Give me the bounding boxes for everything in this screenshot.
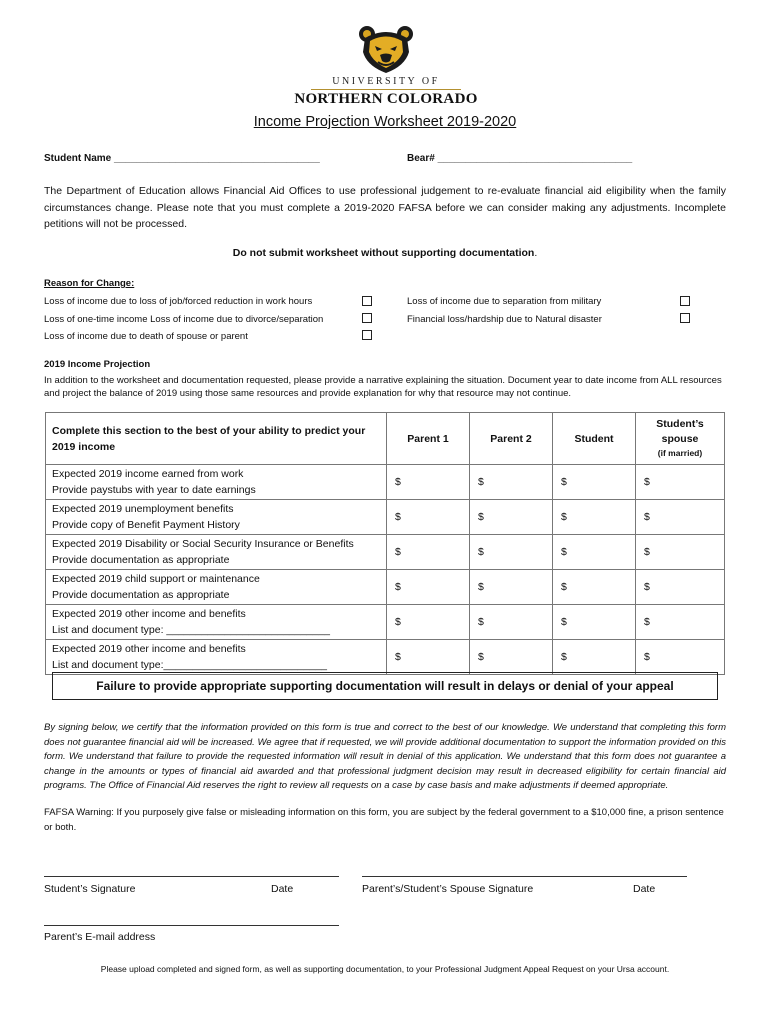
email-label: Parent’s E-mail address bbox=[44, 931, 156, 943]
income-table bbox=[45, 412, 725, 675]
amount-cell-student[interactable]: $ bbox=[553, 500, 636, 535]
bear-number-field[interactable]: Bear# ___________________________________ bbox=[407, 153, 633, 164]
amount-cell-student[interactable]: $ bbox=[553, 640, 636, 675]
reason-checkbox-job-loss[interactable] bbox=[362, 296, 372, 306]
amount-cell-spouse[interactable]: $ bbox=[636, 570, 725, 605]
amount-cell-parent2[interactable]: $ bbox=[470, 535, 553, 570]
row-line1: Expected 2019 child support or maintenance bbox=[52, 573, 260, 585]
table-row bbox=[46, 535, 725, 570]
row-label bbox=[46, 535, 387, 570]
table-row bbox=[46, 605, 725, 640]
amount-cell-spouse[interactable]: $ bbox=[636, 465, 725, 500]
amount-cell-parent2[interactable]: $ bbox=[470, 500, 553, 535]
amount-cell-parent1[interactable]: $ bbox=[387, 640, 470, 675]
fafsa-warning: FAFSA Warning: If you purposely give false or misleading information on this form, you are subject by the federal government to a $10,000 fine, a prison sentence or both. bbox=[44, 807, 724, 833]
row-label bbox=[46, 465, 387, 500]
row-line1: Expected 2019 unemployment benefits bbox=[52, 503, 234, 515]
row-line2: Provide copy of Benefit Payment History bbox=[52, 519, 240, 531]
amount-cell-spouse[interactable]: $ bbox=[636, 500, 725, 535]
parent-date-label: Date bbox=[633, 883, 656, 895]
email-line[interactable] bbox=[44, 925, 339, 926]
documentation-warning-box: Failure to provide appropriate supporting documentation will result in delays or denial of your appeal bbox=[52, 672, 718, 700]
amount-cell-parent2[interactable]: $ bbox=[470, 605, 553, 640]
intro-paragraph: The Department of Education allows Financial Aid Offices to use professional judgement to re-evaluate financial aid eligibility when the family circumstances change. Please note that you must complete a 2019-2020 FAFSA before we can consider making any adjustments. Incomplete petitions will not be processed. bbox=[44, 185, 726, 230]
projection-text: In addition to the worksheet and documentation requested, please provide a narrative explaining the situation. Document year to date income from ALL resources and project the balance of 2019 using those same resources and provide explanation for why that resource may not continue. bbox=[44, 375, 722, 399]
projection-heading: 2019 Income Projection bbox=[44, 359, 151, 370]
page-title: Income Projection Worksheet 2019-2020 bbox=[253, 114, 517, 130]
amount-cell-spouse[interactable]: $ bbox=[636, 605, 725, 640]
amount-cell-parent1[interactable]: $ bbox=[387, 535, 470, 570]
row-line1: Expected 2019 income earned from work bbox=[52, 468, 244, 480]
row-line2: Provide documentation as appropriate bbox=[52, 554, 230, 566]
reason-option-death: Loss of income due to death of spouse or parent bbox=[44, 331, 248, 342]
parent-signature-line[interactable] bbox=[362, 876, 687, 877]
student-signature-label: Student’s Signature bbox=[44, 883, 136, 895]
amount-cell-parent2[interactable]: $ bbox=[470, 570, 553, 605]
certification-paragraph: By signing below, we certify that the information provided on this form is true and correct to the best of our knowledge. We understand that completing this form does not guarantee financial aid will be increased. We agree that if requested, we will provide additional documentation to support the information provided on this form. We understand that failure to provide the requested information will result in denial of this application. We understand that this form does not guarantee a change in the amounts or types of financial aid awarded and that professional judgment decision may result in decreased eligibility for certain financial aid programs. The Office of Financial Aid reserves the right to review all requests on a case by case basis and make adjustments if deemed appropriate. bbox=[44, 722, 726, 791]
table-header-label: Complete this section to the best of your ability to predict your 2019 income bbox=[46, 413, 387, 465]
row-label bbox=[46, 570, 387, 605]
col-spouse-note: (if married) bbox=[657, 448, 703, 458]
row-line1: Expected 2019 other income and benefits bbox=[52, 643, 246, 655]
student-signature-line[interactable] bbox=[44, 876, 339, 877]
col-parent1: Parent 1 bbox=[387, 413, 470, 465]
student-name-field[interactable]: Student Name _____________________________________ bbox=[44, 153, 320, 164]
col-parent2: Parent 2 bbox=[470, 413, 553, 465]
amount-cell-parent2[interactable]: $ bbox=[470, 640, 553, 675]
upload-instructions: Please upload completed and signed form, as well as supporting documentation, to your Professional Judgment Appeal Request on your Ursa account. bbox=[100, 964, 670, 974]
logo-northern-colorado: NORTHERN COLORADO bbox=[294, 91, 478, 107]
amount-cell-parent1[interactable]: $ bbox=[387, 500, 470, 535]
student-date-label: Date bbox=[271, 883, 294, 895]
row-label bbox=[46, 640, 387, 675]
bear-mascot-icon bbox=[357, 24, 415, 74]
reason-checkbox-disaster[interactable] bbox=[680, 313, 690, 323]
row-line1: Expected 2019 Disability or Social Security Insurance or Benefits bbox=[52, 538, 354, 550]
row-label bbox=[46, 500, 387, 535]
reason-checkbox-divorce[interactable] bbox=[362, 313, 372, 323]
amount-cell-parent1[interactable]: $ bbox=[387, 605, 470, 640]
amount-cell-spouse[interactable]: $ bbox=[636, 640, 725, 675]
table-row bbox=[46, 640, 725, 675]
row-line2: List and document type: ____________________________ bbox=[52, 624, 330, 636]
reason-heading: Reason for Change: bbox=[44, 278, 135, 289]
reason-option-job-loss: Loss of income due to loss of job/forced reduction in work hours bbox=[44, 296, 313, 307]
amount-cell-parent1[interactable]: $ bbox=[387, 465, 470, 500]
row-line2: Provide paystubs with year to date earnings bbox=[52, 484, 256, 496]
row-line1: Expected 2019 other income and benefits bbox=[52, 608, 246, 620]
no-submit-text: Do not submit worksheet without supporting documentation bbox=[232, 247, 535, 259]
amount-cell-student[interactable]: $ bbox=[553, 465, 636, 500]
col-spouse bbox=[636, 413, 725, 465]
reason-option-military: Loss of income due to separation from military bbox=[407, 296, 602, 307]
col-spouse-label: Student’s spouse bbox=[656, 418, 704, 445]
table-row bbox=[46, 570, 725, 605]
table-header-row bbox=[46, 413, 725, 465]
amount-cell-student[interactable]: $ bbox=[553, 605, 636, 640]
reason-option-disaster: Financial loss/hardship due to Natural disaster bbox=[407, 314, 602, 325]
row-line2: Provide documentation as appropriate bbox=[52, 589, 230, 601]
reason-checkbox-military[interactable] bbox=[680, 296, 690, 306]
parent-signature-label: Parent’s/Student’s Spouse Signature bbox=[362, 883, 534, 895]
col-student: Student bbox=[553, 413, 636, 465]
no-submit-notice: Do not submit worksheet without supporting documentation. bbox=[232, 247, 538, 259]
amount-cell-parent2[interactable]: $ bbox=[470, 465, 553, 500]
table-row bbox=[46, 500, 725, 535]
university-logo bbox=[290, 24, 482, 108]
reason-option-divorce: Loss of one-time income Loss of income due to divorce/separation bbox=[44, 314, 324, 325]
logo-university-of: UNIVERSITY OF bbox=[332, 76, 440, 87]
reason-checkbox-death[interactable] bbox=[362, 330, 372, 340]
amount-cell-spouse[interactable]: $ bbox=[636, 535, 725, 570]
row-label bbox=[46, 605, 387, 640]
amount-cell-student[interactable]: $ bbox=[553, 535, 636, 570]
amount-cell-parent1[interactable]: $ bbox=[387, 570, 470, 605]
row-line2: List and document type:____________________________ bbox=[52, 659, 327, 671]
logo-rule bbox=[311, 89, 461, 90]
amount-cell-student[interactable]: $ bbox=[553, 570, 636, 605]
table-row bbox=[46, 465, 725, 500]
